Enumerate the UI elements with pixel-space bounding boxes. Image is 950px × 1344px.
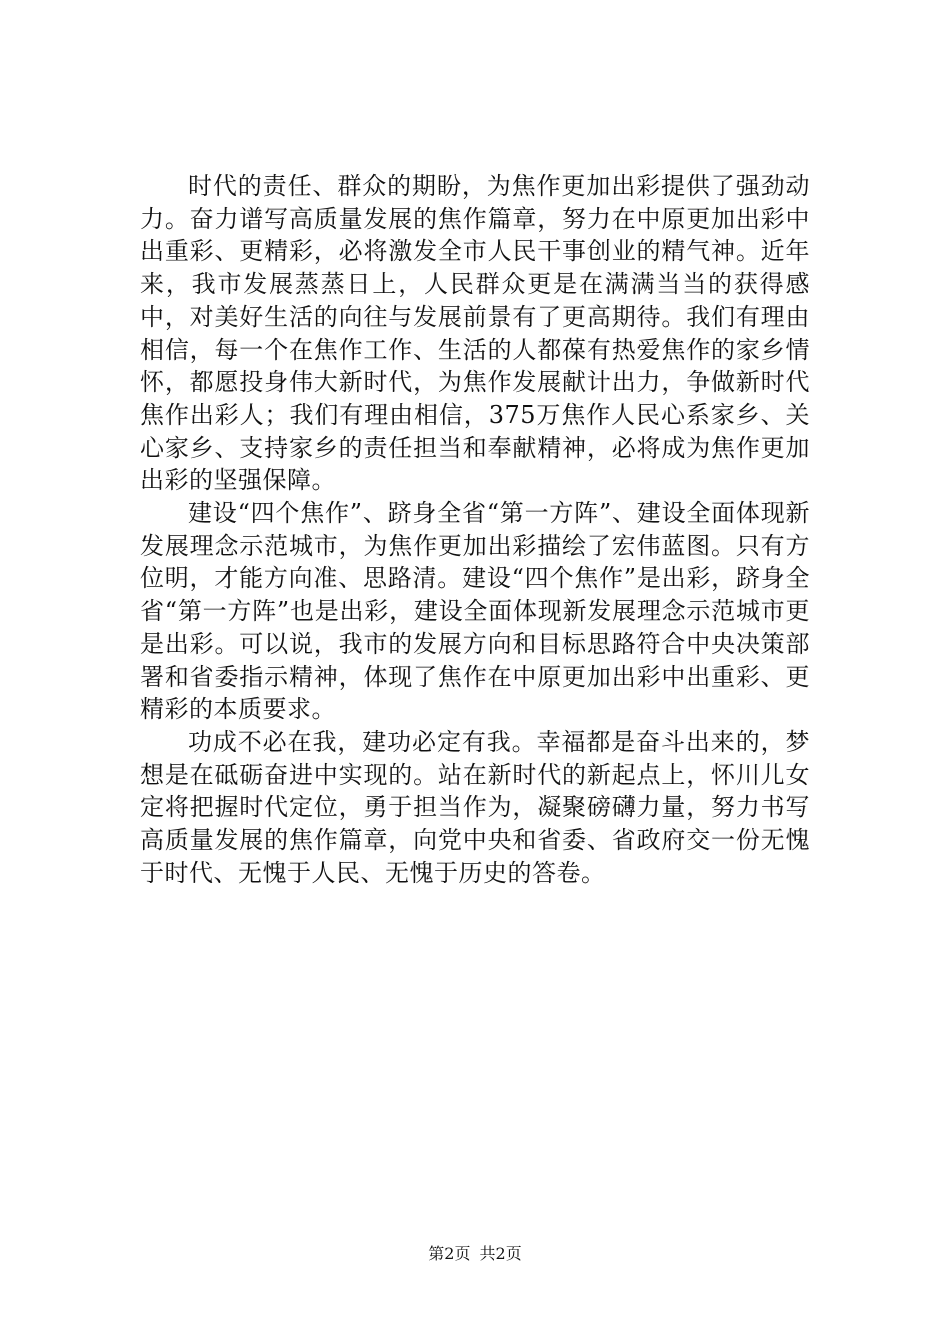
document-body [140, 170, 810, 889]
paragraph-1: 时代的责任、群众的期盼，为焦作更加出彩提供了强劲动力。奋力谱写高质量发展的焦作篇章，努力在中原更加出彩中出重彩、更精彩，必将激发全市人民干事创业的精气神。近年来，我市发展蒸蒸日上，人民群众更是在满满当当的获得感中，对美好生活的向往与发展前景有了更高期待。我们有理由相信，每一个在焦作工作、生活的人都葆有热爱焦作的家乡情怀，都愿投身伟大新时代，为焦作发展献计出力，争做新时代焦作出彩人；我们有理由相信，375万焦作人民心系家乡、关心家乡、支持家乡的责任担当和奉献精神，必将成为焦作更加出彩的坚强保障。 [140, 172, 810, 495]
paragraph-3: 功成不必在我，建功必定有我。幸福都是奋斗出来的，梦想是在砥砺奋进中实现的。站在新时代的新起点上，怀川儿女定将把握时代定位，勇于担当作为，凝聚磅礴力量，努力书写高质量发展的焦作篇章，向党中央和省委、省政府交一份无愧于时代、无愧于人民、无愧于历史的答卷。 [140, 727, 810, 887]
page-total: 共2页 [479, 1244, 522, 1263]
paragraph-2: 建设“四个焦作”、跻身全省“第一方阵”、建设全面体现新发展理念示范城市，为焦作更加出彩描绘了宏伟蓝图。只有方位明，才能方向准、思路清。建设“四个焦作”是出彩，跻身全省“第一方阵”也是出彩，建设全面体现新发展理念示范城市更是出彩。可以说，我市的发展方向和目标思路符合中央决策部署和省委指示精神，体现了焦作在中原更加出彩中出重彩、更精彩的本质要求。 [140, 499, 810, 724]
page-footer [0, 1244, 950, 1264]
page-number: 第2页 [428, 1244, 471, 1263]
